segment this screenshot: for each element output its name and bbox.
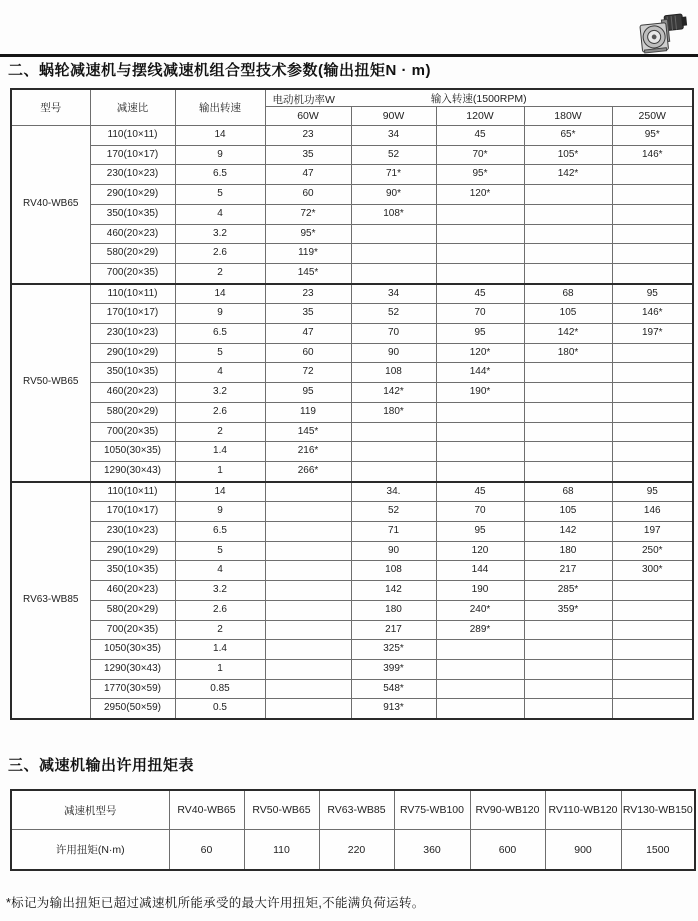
torque-value-cell [612, 343, 693, 363]
torque-value-cell [351, 244, 436, 264]
torque-value-cell: 142 [351, 581, 436, 601]
torque-value-cell: 548* [351, 679, 436, 699]
ratio-cell: 700(20×35) [90, 422, 175, 442]
table-row [11, 679, 693, 699]
ratio-cell: 460(20×23) [90, 581, 175, 601]
torque-value-cell [612, 699, 693, 719]
col-header-ratio: 减速比 [90, 89, 175, 126]
table-row [11, 204, 693, 224]
ratio-cell: 1050(30×35) [90, 442, 175, 462]
torque-value-cell: 180 [351, 600, 436, 620]
torque-value-cell [436, 224, 524, 244]
ratio-cell: 1290(30×43) [90, 659, 175, 679]
table-row [11, 343, 693, 363]
torque-value-cell [265, 659, 351, 679]
ratio-cell: 110(10×11) [90, 126, 175, 146]
reducer-model-cell: RV90-WB120 [470, 790, 545, 830]
table-row [11, 699, 693, 719]
torque-value-cell: 913* [351, 699, 436, 719]
torque-value-cell [612, 640, 693, 660]
torque-value-cell: 95 [436, 324, 524, 344]
torque-value-cell [524, 699, 612, 719]
torque-value-cell [436, 402, 524, 422]
torque-value-cell: 95* [612, 126, 693, 146]
allowable-torque-row [11, 830, 695, 871]
output-speed-cell: 2.6 [175, 402, 265, 422]
torque-value-cell: 72* [265, 204, 351, 224]
torque-value-cell: 34 [351, 126, 436, 146]
ratio-cell: 580(20×29) [90, 402, 175, 422]
table-row [11, 224, 693, 244]
torque-value-cell [612, 461, 693, 481]
torque-value-cell [265, 522, 351, 542]
torque-value-cell [436, 204, 524, 224]
torque-value-cell: 217 [351, 620, 436, 640]
torque-value-cell [524, 402, 612, 422]
output-speed-cell: 5 [175, 343, 265, 363]
torque-value-cell [524, 422, 612, 442]
torque-value-cell: 285* [524, 581, 612, 601]
torque-value-cell [524, 244, 612, 264]
ratio-cell: 110(10×11) [90, 482, 175, 502]
output-speed-cell: 0.5 [175, 699, 265, 719]
ratio-cell: 580(20×29) [90, 600, 175, 620]
ratio-cell: 350(10×35) [90, 561, 175, 581]
output-speed-cell: 9 [175, 304, 265, 324]
torque-value-cell [612, 165, 693, 185]
torque-value-cell [351, 442, 436, 462]
ratio-cell: 1770(30×59) [90, 679, 175, 699]
torque-value-cell: 68 [524, 284, 612, 304]
allowable-torque-cell: 1500 [621, 830, 695, 871]
torque-value-cell: 105* [524, 145, 612, 165]
output-speed-cell: 2 [175, 620, 265, 640]
col-header-model: 型号 [11, 89, 90, 126]
ratio-cell: 110(10×11) [90, 284, 175, 304]
motor-power-label: 电动机功率W [272, 94, 335, 106]
ratio-cell: 170(10×17) [90, 145, 175, 165]
reducer-model-cell: RV63-WB85 [319, 790, 394, 830]
torque-value-cell [436, 263, 524, 283]
torque-value-cell: 95 [612, 482, 693, 502]
torque-value-cell: 108 [351, 561, 436, 581]
torque-value-cell: 95* [436, 165, 524, 185]
reducer-model-cell: RV50-WB65 [244, 790, 319, 830]
output-speed-cell: 14 [175, 126, 265, 146]
ratio-cell: 580(20×29) [90, 244, 175, 264]
torque-value-cell [612, 244, 693, 264]
output-speed-cell: 3.2 [175, 383, 265, 403]
torque-value-cell: 71 [351, 522, 436, 542]
torque-value-cell: 60 [265, 343, 351, 363]
torque-value-cell: 180* [351, 402, 436, 422]
torque-value-cell [265, 581, 351, 601]
table2-header-row-1 [11, 89, 693, 107]
power-col-header: 120W [436, 107, 524, 126]
torque-value-cell [612, 224, 693, 244]
output-speed-cell: 2 [175, 263, 265, 283]
table-row [11, 620, 693, 640]
output-speed-cell: 3.2 [175, 224, 265, 244]
output-speed-cell: 2 [175, 422, 265, 442]
table-row [11, 442, 693, 462]
torque-value-cell: 45 [436, 126, 524, 146]
torque-value-cell [612, 204, 693, 224]
table-row [11, 640, 693, 660]
table-row [11, 402, 693, 422]
ratio-cell: 290(10×29) [90, 541, 175, 561]
output-speed-cell: 1 [175, 659, 265, 679]
torque-value-cell: 45 [436, 284, 524, 304]
ratio-cell: 700(20×35) [90, 620, 175, 640]
table-row [11, 244, 693, 264]
torque-value-cell [436, 640, 524, 660]
torque-value-cell [351, 422, 436, 442]
torque-value-cell [524, 442, 612, 462]
torque-value-cell: 120 [436, 541, 524, 561]
torque-value-cell [351, 263, 436, 283]
allowable-torque-label: 许用扭矩(N·m) [11, 830, 169, 871]
output-speed-cell: 5 [175, 541, 265, 561]
torque-value-cell: 146* [612, 304, 693, 324]
allowable-torque-cell: 900 [545, 830, 621, 871]
output-speed-cell: 6.5 [175, 522, 265, 542]
output-speed-cell: 5 [175, 185, 265, 205]
torque-value-cell: 144 [436, 561, 524, 581]
torque-value-cell: 95 [265, 383, 351, 403]
torque-value-cell [524, 263, 612, 283]
output-speed-cell: 4 [175, 204, 265, 224]
torque-value-cell: 68 [524, 482, 612, 502]
torque-value-cell [524, 185, 612, 205]
allowable-torque-cell: 220 [319, 830, 394, 871]
torque-value-cell: 90* [351, 185, 436, 205]
asterisk-footnote: *标记为输出扭矩已超过减速机所能承受的最大许用扭矩,不能满负荷运转。 [6, 896, 425, 910]
torque-value-cell [612, 402, 693, 422]
allowable-torque-cell: 60 [169, 830, 244, 871]
torque-value-cell: 240* [436, 600, 524, 620]
ratio-cell: 230(10×23) [90, 522, 175, 542]
torque-value-cell [265, 541, 351, 561]
torque-value-cell: 70 [436, 502, 524, 522]
output-speed-cell: 14 [175, 482, 265, 502]
allowable-torque-table [10, 789, 696, 871]
output-speed-cell: 6.5 [175, 165, 265, 185]
torque-value-cell [265, 502, 351, 522]
torque-value-cell: 142* [351, 383, 436, 403]
torque-value-cell [436, 699, 524, 719]
model-cell: RV40-WB65 [11, 126, 90, 284]
ratio-cell: 2950(50×59) [90, 699, 175, 719]
torque-value-cell: 70 [436, 304, 524, 324]
torque-value-cell [265, 482, 351, 502]
output-speed-cell: 1 [175, 461, 265, 481]
torque-value-cell [524, 659, 612, 679]
output-speed-cell: 2.6 [175, 244, 265, 264]
table-row [11, 561, 693, 581]
output-speed-cell: 0.85 [175, 679, 265, 699]
torque-value-cell [524, 679, 612, 699]
torque-value-cell [524, 640, 612, 660]
reducer-model-cell: RV110-WB120 [545, 790, 621, 830]
torque-value-cell [524, 620, 612, 640]
torque-value-cell: 108 [351, 363, 436, 383]
table-row [11, 383, 693, 403]
output-speed-cell: 3.2 [175, 581, 265, 601]
torque-value-cell: 52 [351, 502, 436, 522]
allowable-torque-cell: 360 [394, 830, 470, 871]
table-row [11, 502, 693, 522]
table-row [11, 263, 693, 283]
torque-value-cell: 35 [265, 145, 351, 165]
torque-value-cell: 120* [436, 185, 524, 205]
torque-value-cell: 325* [351, 640, 436, 660]
output-speed-cell: 4 [175, 561, 265, 581]
torque-value-cell [612, 581, 693, 601]
torque-value-cell: 52 [351, 145, 436, 165]
torque-value-cell [436, 422, 524, 442]
torque-value-cell: 289* [436, 620, 524, 640]
ratio-cell: 230(10×23) [90, 324, 175, 344]
torque-value-cell [265, 679, 351, 699]
torque-value-cell: 197 [612, 522, 693, 542]
torque-value-cell: 119 [265, 402, 351, 422]
table-row [11, 145, 693, 165]
output-speed-cell: 2.6 [175, 600, 265, 620]
torque-value-cell: 65* [524, 126, 612, 146]
torque-value-cell [612, 383, 693, 403]
torque-value-cell: 359* [524, 600, 612, 620]
torque-value-cell: 105 [524, 502, 612, 522]
torque-value-cell: 23 [265, 284, 351, 304]
torque-value-cell: 142* [524, 324, 612, 344]
torque-value-cell: 34 [351, 284, 436, 304]
output-speed-cell: 14 [175, 284, 265, 304]
ratio-cell: 1050(30×35) [90, 640, 175, 660]
table-row [11, 600, 693, 620]
torque-value-cell: 197* [612, 324, 693, 344]
ratio-cell: 170(10×17) [90, 304, 175, 324]
power-col-header: 250W [612, 107, 693, 126]
torque-value-cell [436, 461, 524, 481]
torque-value-cell: 216* [265, 442, 351, 462]
torque-value-cell: 95* [265, 224, 351, 244]
header-rule [0, 54, 698, 57]
table-row [11, 363, 693, 383]
output-speed-cell: 1.4 [175, 442, 265, 462]
ratio-cell: 290(10×29) [90, 343, 175, 363]
table-row [11, 185, 693, 205]
torque-value-cell [265, 561, 351, 581]
torque-value-cell [436, 244, 524, 264]
table-row [11, 304, 693, 324]
table-row [11, 324, 693, 344]
ratio-cell: 1290(30×43) [90, 461, 175, 481]
torque-value-cell: 250* [612, 541, 693, 561]
table-row [11, 522, 693, 542]
torque-value-cell [612, 185, 693, 205]
torque-value-cell: 105 [524, 304, 612, 324]
torque-value-cell: 23 [265, 126, 351, 146]
torque-value-cell [436, 659, 524, 679]
torque-value-cell: 70 [351, 324, 436, 344]
input-speed-label: 输入转速(1500RPM) [430, 92, 527, 105]
col-header-output-speed: 输出转速 [175, 89, 265, 126]
torque-value-cell: 142* [524, 165, 612, 185]
torque-value-cell: 180* [524, 343, 612, 363]
torque-value-cell: 34. [351, 482, 436, 502]
torque-value-cell [265, 699, 351, 719]
torque-value-cell: 145* [265, 263, 351, 283]
torque-value-cell: 300* [612, 561, 693, 581]
ratio-cell: 350(10×35) [90, 363, 175, 383]
ratio-cell: 170(10×17) [90, 502, 175, 522]
torque-value-cell: 119* [265, 244, 351, 264]
table-row [11, 284, 693, 304]
torque-value-cell [436, 679, 524, 699]
table-row [11, 165, 693, 185]
torque-value-cell: 95 [436, 522, 524, 542]
torque-value-cell [612, 600, 693, 620]
section3-title: 三、减速机输出许用扭矩表 [8, 757, 195, 774]
torque-value-cell [265, 600, 351, 620]
table-row [11, 541, 693, 561]
gear-reducer-illustration [633, 10, 693, 56]
torque-value-cell [612, 422, 693, 442]
torque-value-cell: 35 [265, 304, 351, 324]
torque-value-cell: 60 [265, 185, 351, 205]
torque-value-cell: 70* [436, 145, 524, 165]
torque-value-cell: 190* [436, 383, 524, 403]
torque-value-cell: 145* [265, 422, 351, 442]
torque-value-cell: 120* [436, 343, 524, 363]
output-speed-cell: 4 [175, 363, 265, 383]
torque-value-cell [612, 442, 693, 462]
combination-parameters-table [10, 88, 694, 720]
ratio-cell: 290(10×29) [90, 185, 175, 205]
output-speed-cell: 9 [175, 145, 265, 165]
ratio-cell: 460(20×23) [90, 224, 175, 244]
torque-value-cell: 71* [351, 165, 436, 185]
output-speed-cell: 9 [175, 502, 265, 522]
torque-value-cell [436, 442, 524, 462]
table-row [11, 482, 693, 502]
torque-value-cell [612, 263, 693, 283]
torque-value-cell [351, 224, 436, 244]
torque-value-cell: 90 [351, 343, 436, 363]
torque-value-cell: 217 [524, 561, 612, 581]
torque-value-cell: 47 [265, 324, 351, 344]
torque-value-cell [524, 204, 612, 224]
torque-value-cell: 108* [351, 204, 436, 224]
torque-value-cell [351, 461, 436, 481]
torque-value-cell [612, 363, 693, 383]
ratio-cell: 700(20×35) [90, 263, 175, 283]
torque-value-cell [524, 224, 612, 244]
torque-value-cell: 190 [436, 581, 524, 601]
torque-value-cell: 399* [351, 659, 436, 679]
torque-value-cell: 144* [436, 363, 524, 383]
torque-value-cell: 90 [351, 541, 436, 561]
ratio-cell: 230(10×23) [90, 165, 175, 185]
torque-value-cell [524, 461, 612, 481]
torque-value-cell: 72 [265, 363, 351, 383]
col-header-power-group [265, 89, 693, 107]
reducer-model-cell: RV40-WB65 [169, 790, 244, 830]
torque-value-cell: 180 [524, 541, 612, 561]
torque-value-cell: 52 [351, 304, 436, 324]
torque-value-cell [524, 383, 612, 403]
allowable-torque-cell: 600 [470, 830, 545, 871]
output-speed-cell: 1.4 [175, 640, 265, 660]
reducer-model-label: 减速机型号 [11, 790, 169, 830]
table-row [11, 422, 693, 442]
torque-value-cell [524, 363, 612, 383]
reducer-model-cell: RV75-WB100 [394, 790, 470, 830]
torque-value-cell [612, 679, 693, 699]
section2-title: 二、蜗轮减速机与摆线减速机组合型技术参数(输出扭矩N · m) [8, 62, 431, 79]
torque-value-cell [265, 620, 351, 640]
torque-value-cell: 45 [436, 482, 524, 502]
torque-value-cell: 146* [612, 145, 693, 165]
allowable-torque-cell: 110 [244, 830, 319, 871]
table-row [11, 461, 693, 481]
model-cell: RV50-WB65 [11, 284, 90, 482]
power-col-header: 60W [265, 107, 351, 126]
torque-value-cell: 146 [612, 502, 693, 522]
output-speed-cell: 6.5 [175, 324, 265, 344]
torque-value-cell: 142 [524, 522, 612, 542]
torque-value-cell [265, 640, 351, 660]
torque-value-cell: 47 [265, 165, 351, 185]
torque-value-cell [612, 659, 693, 679]
torque-value-cell: 95 [612, 284, 693, 304]
power-col-header: 90W [351, 107, 436, 126]
gear-reducer-photo [633, 10, 693, 56]
reducer-model-row [11, 790, 695, 830]
torque-value-cell: 266* [265, 461, 351, 481]
ratio-cell: 350(10×35) [90, 204, 175, 224]
ratio-cell: 460(20×23) [90, 383, 175, 403]
reducer-model-cell: RV130-WB150 [621, 790, 695, 830]
table-row [11, 581, 693, 601]
model-cell: RV63-WB85 [11, 482, 90, 719]
table-row [11, 126, 693, 146]
torque-value-cell [612, 620, 693, 640]
table-row [11, 659, 693, 679]
power-col-header: 180W [524, 107, 612, 126]
